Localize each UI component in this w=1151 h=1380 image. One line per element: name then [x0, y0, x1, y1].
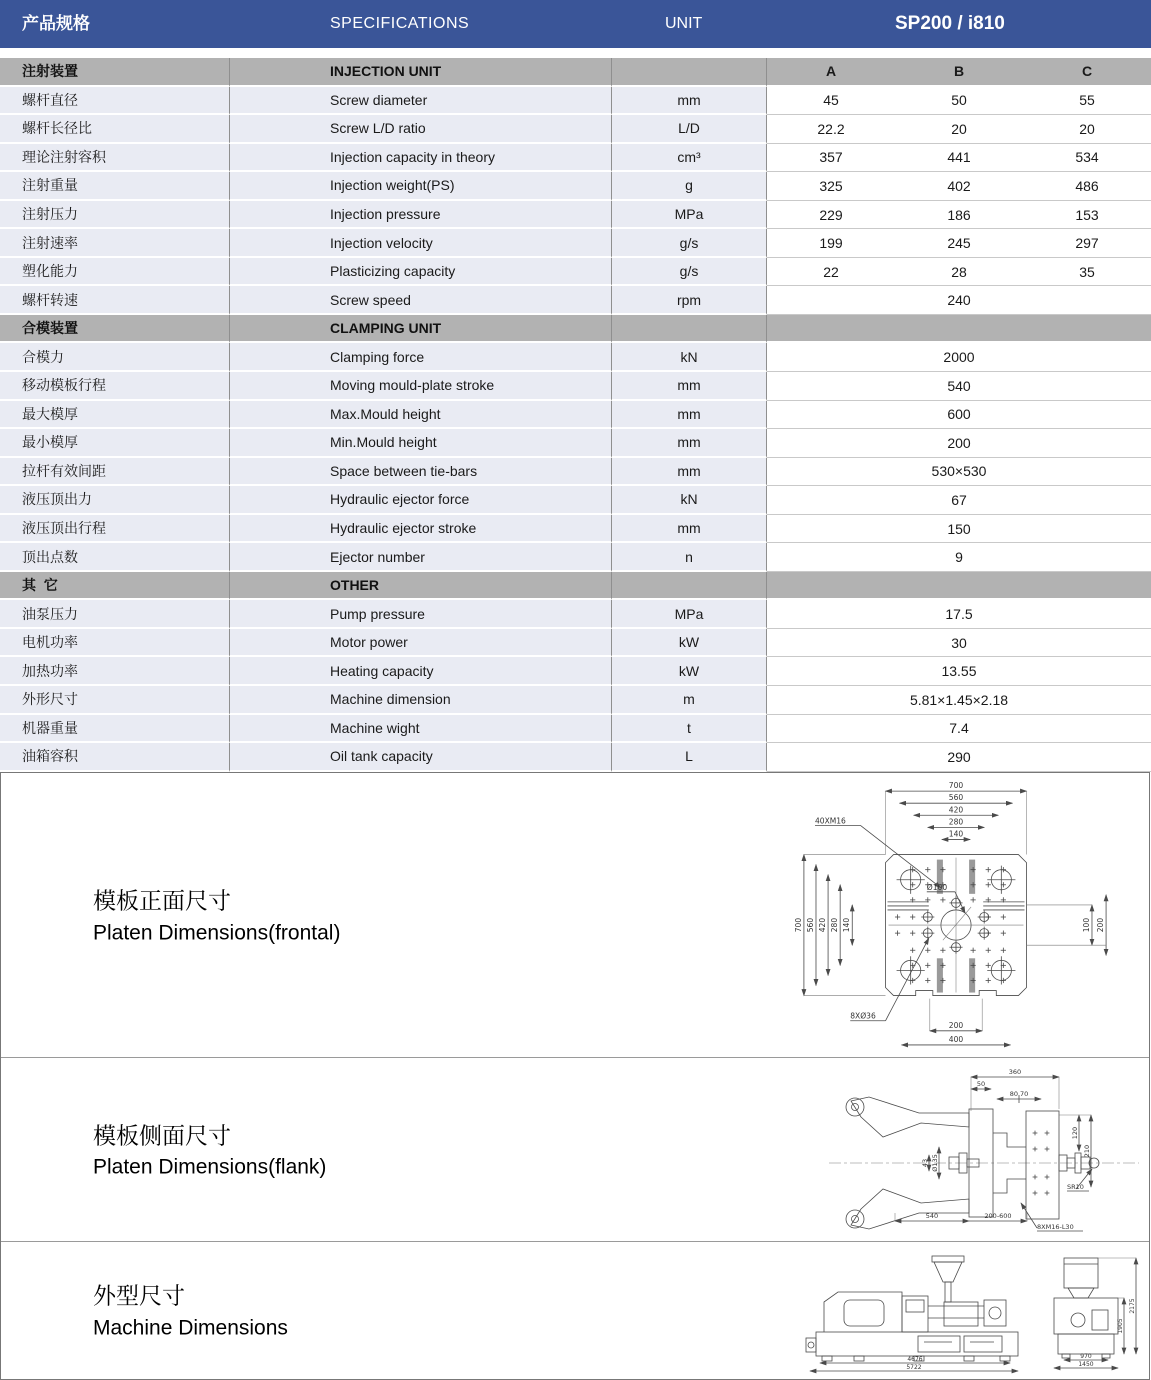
title-specifications: SPECIFICATIONS — [330, 15, 470, 32]
spec-row — [0, 629, 1151, 658]
value-cell: 186 — [895, 201, 1023, 230]
value-cell: 17.5 — [767, 600, 1151, 629]
spec-row — [0, 657, 1151, 686]
value-cell: 357 — [767, 144, 895, 173]
spec-label-cn: 油箱容积 — [0, 743, 230, 772]
spec-label-cn: 电机功率 — [0, 629, 230, 658]
spec-values — [767, 715, 1151, 744]
value-cell: 325 — [767, 172, 895, 201]
spec-row — [0, 201, 1151, 230]
spec-label-cn: 注射重量 — [0, 172, 230, 201]
spec-label-en: Clamping force — [230, 343, 612, 372]
spec-values — [767, 286, 1151, 315]
column-header-B: B — [895, 58, 1023, 85]
value-cell: 402 — [895, 172, 1023, 201]
flank-platen-row — [1, 1058, 1149, 1242]
dim-label: 420 — [818, 917, 828, 933]
spec-values — [767, 429, 1151, 458]
spec-label-en: Machine wight — [230, 715, 612, 744]
dim-label: 200 — [1096, 917, 1106, 933]
frontal-label-en: Platen Dimensions(frontal) — [93, 921, 341, 945]
spec-unit: mm — [612, 372, 767, 401]
frontal-platen-drawing — [786, 777, 1126, 1055]
machine-dimensions-label — [93, 1279, 288, 1342]
spec-label-cn: 液压顶出力 — [0, 486, 230, 515]
value-cell: 7.4 — [767, 715, 1151, 744]
value-cell: 9 — [767, 543, 1151, 572]
spec-label-en: Hydraulic ejector stroke — [230, 515, 612, 544]
spec-unit: kW — [612, 657, 767, 686]
spec-label-cn: 最大模厚 — [0, 401, 230, 430]
value-cell: 290 — [767, 743, 1151, 772]
annotation-8xd36: 8XØ36 — [850, 1011, 876, 1021]
spec-row — [0, 429, 1151, 458]
value-cell: 13.55 — [767, 657, 1151, 686]
annotation-d100: Ø100 — [926, 882, 948, 892]
spec-unit: mm — [612, 401, 767, 430]
frontal-platen-row — [1, 773, 1149, 1058]
machine-label-en: Machine Dimensions — [93, 1316, 288, 1340]
spec-values — [767, 486, 1151, 515]
spec-unit: MPa — [612, 201, 767, 230]
spec-values — [767, 401, 1151, 430]
value-cell: 22.2 — [767, 115, 895, 144]
annotation-40xm16: 40XM16 — [814, 816, 846, 826]
spec-label-cn: 顶出点数 — [0, 543, 230, 572]
spec-label-cn: 注射速率 — [0, 229, 230, 258]
column-header-C: C — [1023, 58, 1151, 85]
dim-label: 700 — [948, 781, 964, 791]
spec-unit: kN — [612, 486, 767, 515]
dim-label: 120 — [1071, 1126, 1079, 1140]
spec-unit: kN — [612, 343, 767, 372]
column-header-A: A — [767, 58, 895, 85]
dim-label: 80 70 — [1009, 1090, 1029, 1098]
value-cell: 30 — [767, 629, 1151, 658]
spec-label-en: Heating capacity — [230, 657, 612, 686]
spec-row — [0, 515, 1151, 544]
spec-label-cn: 合模力 — [0, 343, 230, 372]
dim-label: 280 — [830, 917, 840, 933]
spec-label-cn: 注射压力 — [0, 201, 230, 230]
dim-label: 50 — [976, 1080, 986, 1088]
spec-values — [767, 115, 1151, 144]
spec-values — [767, 201, 1151, 230]
spec-values — [767, 743, 1151, 772]
spec-unit: mm — [612, 429, 767, 458]
spec-row — [0, 600, 1151, 629]
spec-label-en: Injection pressure — [230, 201, 612, 230]
dim-label: 200-600 — [984, 1212, 1012, 1220]
spec-unit: g — [612, 172, 767, 201]
value-cell: 153 — [1023, 201, 1151, 230]
spec-label-en: Hydraulic ejector force — [230, 486, 612, 515]
spec-row — [0, 286, 1151, 315]
spec-values — [767, 343, 1151, 372]
spec-label-en: Injection weight(PS) — [230, 172, 612, 201]
section-unit-cell — [612, 572, 767, 601]
spec-row — [0, 258, 1151, 287]
spec-values — [767, 172, 1151, 201]
value-cell: 55 — [1023, 87, 1151, 116]
spec-unit: m — [612, 686, 767, 715]
spec-row — [0, 401, 1151, 430]
value-cell: 441 — [895, 144, 1023, 173]
spec-row — [0, 229, 1151, 258]
spec-unit: MPa — [612, 600, 767, 629]
spec-unit: L — [612, 743, 767, 772]
dim-label: 700 — [793, 917, 803, 933]
spec-unit: kW — [612, 629, 767, 658]
value-cell: 22 — [767, 258, 895, 287]
spec-row — [0, 343, 1151, 372]
machine-outline-drawing — [796, 1246, 1146, 1374]
spec-label-cn: 最小模厚 — [0, 429, 230, 458]
spec-label-cn: 螺杆转速 — [0, 286, 230, 315]
spec-values — [767, 144, 1151, 173]
model-number: SP200 / i810 — [895, 13, 1005, 34]
spec-row — [0, 172, 1151, 201]
machine-dimensions-row — [1, 1242, 1149, 1378]
dim-label: 2175 — [1129, 1298, 1136, 1314]
value-cell: 20 — [895, 115, 1023, 144]
spec-label-en: Screw diameter — [230, 87, 612, 116]
dim-label: 400 — [948, 1034, 964, 1044]
spec-label-en: Pump pressure — [230, 600, 612, 629]
dim-label: 1905 — [1117, 1318, 1124, 1334]
spec-label-en: Oil tank capacity — [230, 743, 612, 772]
section-name-en: OTHER — [230, 572, 612, 601]
spec-unit: n — [612, 543, 767, 572]
dim-label: 140 — [842, 917, 852, 933]
annotation-sr10: SR10 — [1067, 1183, 1084, 1191]
spec-label-en: Ejector number — [230, 543, 612, 572]
spec-label-cn: 螺杆直径 — [0, 87, 230, 116]
spec-unit: mm — [612, 87, 767, 116]
dim-label: 280 — [948, 817, 964, 827]
value-cell: 35 — [1023, 258, 1151, 287]
spec-unit: L/D — [612, 115, 767, 144]
title-unit: UNIT — [665, 15, 703, 32]
value-cell: 5.81×1.45×2.18 — [767, 686, 1151, 715]
spec-label-en: Screw L/D ratio — [230, 115, 612, 144]
spec-label-cn: 移动模板行程 — [0, 372, 230, 401]
dim-label: 420 — [948, 805, 964, 815]
dim-label: 200 — [948, 1020, 964, 1030]
dim-label: 100 — [1081, 917, 1091, 933]
spec-values — [767, 458, 1151, 487]
spec-values — [767, 258, 1151, 287]
spec-label-cn: 螺杆长径比 — [0, 115, 230, 144]
section-name-cn: 合模装置 — [0, 315, 230, 344]
value-cell: 28 — [895, 258, 1023, 287]
spec-unit: rpm — [612, 286, 767, 315]
dim-label: 43 — [921, 1158, 929, 1168]
spec-label-cn: 塑化能力 — [0, 258, 230, 287]
value-cell: 530×530 — [767, 458, 1151, 487]
dim-label: 4676 — [907, 1356, 923, 1363]
frontal-platen-label — [93, 884, 340, 947]
section-value-cell — [767, 58, 1151, 87]
value-cell: 240 — [767, 286, 1151, 315]
spec-row — [0, 87, 1151, 116]
annotation-bolts: 8XM16-L30 — [1037, 1223, 1074, 1231]
frontal-label-cn: 模板正面尺寸 — [93, 887, 231, 914]
spec-row — [0, 144, 1151, 173]
spec-label-en: Machine dimension — [230, 686, 612, 715]
value-cell: 20 — [1023, 115, 1151, 144]
spec-values — [767, 657, 1151, 686]
section-name-en: CLAMPING UNIT — [230, 315, 612, 344]
spec-row — [0, 715, 1151, 744]
spec-row — [0, 486, 1151, 515]
value-cell: 486 — [1023, 172, 1151, 201]
title-bar — [0, 0, 1151, 48]
title-cn: 产品规格 — [22, 14, 90, 33]
dim-label: 5722 — [906, 1364, 922, 1371]
value-cell: 199 — [767, 229, 895, 258]
flank-label-en: Platen Dimensions(flank) — [93, 1155, 327, 1179]
section-unit-cell — [612, 58, 767, 87]
section-header-row — [0, 572, 1151, 601]
spec-unit: g/s — [612, 258, 767, 287]
spec-values — [767, 515, 1151, 544]
spec-unit: mm — [612, 515, 767, 544]
spec-row — [0, 115, 1151, 144]
drawings-area — [0, 772, 1150, 1380]
dim-label: 560 — [805, 917, 815, 933]
section-value-cell — [767, 315, 1151, 344]
spec-label-cn: 拉杆有效间距 — [0, 458, 230, 487]
spec-row — [0, 372, 1151, 401]
spec-row — [0, 686, 1151, 715]
machine-label-cn: 外型尺寸 — [93, 1282, 185, 1309]
dim-label: 140 — [948, 829, 964, 839]
spec-label-cn: 外形尺寸 — [0, 686, 230, 715]
value-cell: 540 — [767, 372, 1151, 401]
spec-label-en: Injection capacity in theory — [230, 144, 612, 173]
spec-table — [0, 58, 1151, 772]
section-header-row — [0, 315, 1151, 344]
spec-row — [0, 543, 1151, 572]
value-cell: 200 — [767, 429, 1151, 458]
spec-label-en: Screw speed — [230, 286, 612, 315]
spec-unit: mm — [612, 458, 767, 487]
dim-label: 1450 — [1078, 1361, 1094, 1368]
spec-unit: cm³ — [612, 144, 767, 173]
section-header-row — [0, 58, 1151, 87]
value-cell: 600 — [767, 401, 1151, 430]
flank-platen-label — [93, 1118, 326, 1181]
section-name-cn: 其 它 — [0, 572, 230, 601]
spec-label-cn: 理论注射容积 — [0, 144, 230, 173]
spec-unit: g/s — [612, 229, 767, 258]
dim-label: Ø135 — [931, 1154, 939, 1172]
spec-label-cn: 油泵压力 — [0, 600, 230, 629]
value-cell: 150 — [767, 515, 1151, 544]
spec-values — [767, 87, 1151, 116]
spec-label-en: Moving mould-plate stroke — [230, 372, 612, 401]
value-cell: 297 — [1023, 229, 1151, 258]
value-cell: 67 — [767, 486, 1151, 515]
spec-values — [767, 686, 1151, 715]
spec-values — [767, 629, 1151, 658]
spec-row — [0, 743, 1151, 772]
spec-unit: t — [612, 715, 767, 744]
value-cell: 2000 — [767, 343, 1151, 372]
value-cell: 45 — [767, 87, 895, 116]
spec-label-cn: 加热功率 — [0, 657, 230, 686]
spec-label-en: Injection velocity — [230, 229, 612, 258]
spec-row — [0, 458, 1151, 487]
spec-label-en: Plasticizing capacity — [230, 258, 612, 287]
flank-label-cn: 模板侧面尺寸 — [93, 1122, 231, 1149]
section-name-en: INJECTION UNIT — [230, 58, 612, 87]
dim-label: 360 — [1008, 1068, 1022, 1076]
spec-values — [767, 543, 1151, 572]
spec-label-en: Space between tie-bars — [230, 458, 612, 487]
section-value-cell — [767, 572, 1151, 601]
spec-label-en: Min.Mould height — [230, 429, 612, 458]
spec-label-cn: 机器重量 — [0, 715, 230, 744]
spec-label-en: Motor power — [230, 629, 612, 658]
spec-values — [767, 372, 1151, 401]
dim-label: 970 — [1080, 1353, 1092, 1360]
dim-label: 210 — [1083, 1144, 1091, 1158]
spec-label-cn: 液压顶出行程 — [0, 515, 230, 544]
value-cell: 229 — [767, 201, 895, 230]
dim-label: 540 — [925, 1212, 939, 1220]
value-cell: 245 — [895, 229, 1023, 258]
spec-values — [767, 600, 1151, 629]
value-cell: 534 — [1023, 144, 1151, 173]
section-unit-cell — [612, 315, 767, 344]
flank-platen-drawing — [821, 1063, 1146, 1237]
value-cell: 50 — [895, 87, 1023, 116]
spec-label-en: Max.Mould height — [230, 401, 612, 430]
section-name-cn: 注射装置 — [0, 58, 230, 87]
dim-label: 560 — [948, 793, 964, 803]
spec-values — [767, 229, 1151, 258]
